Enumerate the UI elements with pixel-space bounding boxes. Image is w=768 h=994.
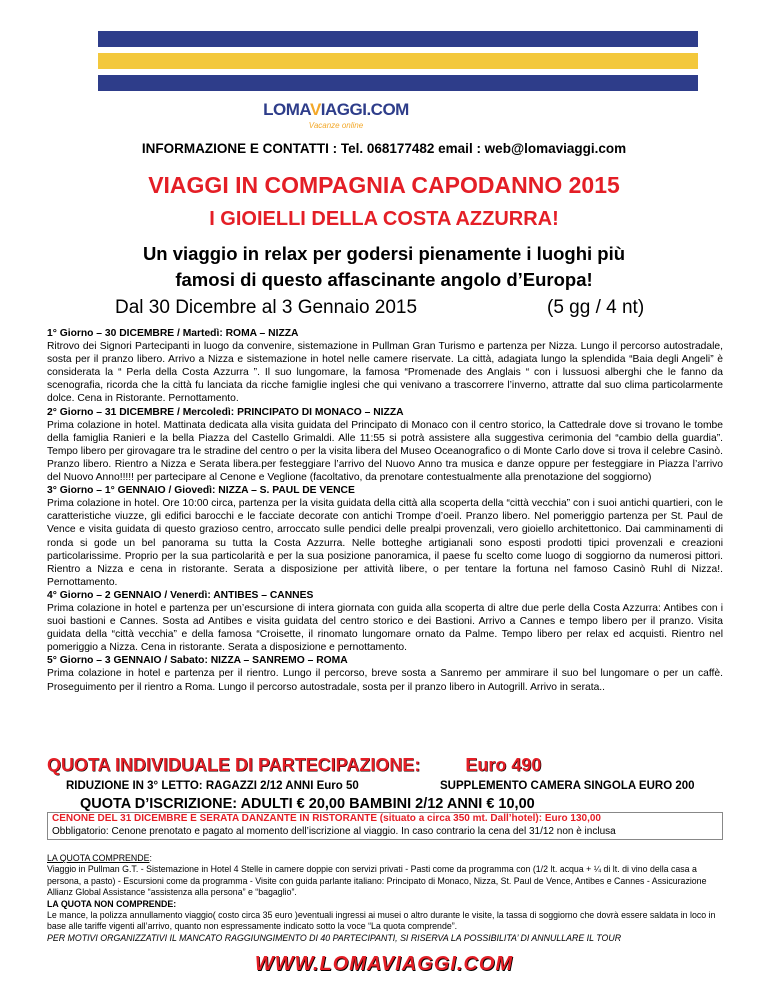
header-bars xyxy=(98,31,698,97)
yellow-bar xyxy=(98,53,698,69)
blue-bar xyxy=(98,31,698,47)
supplemento: SUPPLEMENTO CAMERA SINGOLA EURO 200 xyxy=(440,780,695,792)
day-text: Prima colazione in hotel e partenza per un’escursione di intera giornata con guida alla scoperta di altre due perle della Costa Azzurra: Antibes con i suoi bastioni e Cannes. Sosta ad Antibes e visita guidata del centro storico e dei Bastioni. Arrivo a Cannes e tempo libero per il pranzo. Visita guidata della “città vecchia” e della famosa “Croisette, il rinomato lungomare ornato da Palme. Tempo libero per relax ed acquisti. Rientro nel pomeriggio a Nizza. Cena in ristorante. Serata a disposizione e pernottamento. xyxy=(47,602,723,654)
website-link[interactable]: WWW.LOMAVIAGGI.COM xyxy=(254,953,514,975)
quota-label: QUOTA INDIVIDUALE DI PARTECIPAZIONE: xyxy=(47,755,421,775)
comprende-text: Viaggio in Pullman G.T. - Sistemazione in Hotel 4 Stelle in camere doppie con servizi privati - Pasti come da programma con (1/2 lt. acqua + ¼ di lt. di vino della casa a persona, a pasto) - Escursioni come da programma - Visite con guida parlante italiano: Principato di Monaco, Nizza, St. Paul de Vence, Antibes e Cannes - Assicurazione Allianz Global Assistance “assistenza alla persona” e “bagaglio”. xyxy=(47,864,707,898)
itinerary xyxy=(47,327,723,694)
riduzione: RIDUZIONE IN 3° LETTO: RAGAZZI 2/12 ANNI Euro 50 xyxy=(66,780,359,792)
obbligatorio-text: Obbligatorio: Cenone prenotato e pagato al momento dell’iscrizione al viaggio. In caso contrario la cena del 31/12 non è inclusa xyxy=(52,826,616,837)
day-title: 2° Giorno – 31 DICEMBRE / Mercoledì: PRINCIPATO DI MONACO – NIZZA xyxy=(47,406,404,418)
day-title: 3° Giorno – 1° GENNAIO / Giovedì: NIZZA – S. PAUL DE VENCE xyxy=(47,485,355,497)
quota-price: Euro 490 xyxy=(465,755,542,775)
day-text: Prima colazione in hotel. Mattinata dedicata alla visita guidata del Principato di Monaco con il centro storico, la Cattedrale dove si trovano le tombe della famiglia Ranieri e la bella Piazza del Castello Grimaldi. Alle 11:55 si potrà assistere alla suggestiva cerimonia del “cambio della guardia”. Tempo libero per girovagare tra le stradine del centro o per la visita libera del Museo Oceanografico o di Monte Carlo dove si trova il celebre Casinò. Pranzo libero. Rientro a Nizza e Serata libera.per festeggiare l’arrivo del Nuovo Anno tra musica e danze oppure per festeggiare in Piazza l’arrivo del Nuovo Anno!!!!! per partecipare al Cenone e Veglione (facoltativo, da prenotare contestualmente alla prenotazione del soggiorno) xyxy=(47,419,723,484)
iscrizione: QUOTA D’ISCRIZIONE: ADULTI € 20,00 BAMBINI 2/12 ANNI € 10,00 xyxy=(80,796,535,812)
tagline: Un viaggio in relax per godersi pienamente i luoghi più famosi di questo affascinante angolo d’Europa! xyxy=(142,243,626,290)
page-subtitle: I GIOIELLI DELLA COSTA AZZURRA! xyxy=(209,208,559,230)
trip-duration: (5 gg / 4 nt) xyxy=(547,297,645,318)
comprende-title: LA QUOTA COMPRENDE xyxy=(47,853,150,863)
blue-bar xyxy=(98,75,698,91)
logo-name: LOMAVIAGGI.COM xyxy=(263,100,409,119)
day-title: 5° Giorno – 3 GENNAIO / Sabato: NIZZA – SANREMO – ROMA xyxy=(47,655,348,667)
non-comprende-text: Le mance, la polizza annullamento viaggio( costo circa 35 euro )eventuali ingressi ai musei o altro durante le visite, la tassa di soggiorno che dovrà essere saldata in loco in base alle tariffe vigenti all’arrivo, quanto non espressamente indicato sotto la voce “La quota comprende”. xyxy=(47,910,716,932)
cancellation-note: PER MOTIVI ORGANIZZATIVI IL MANCATO RAGGIUNGIMENTO DI 40 PARTECIPANTI, SI RISERVA LA POSSIBILITA’ DI ANNULLARE IL TOUR xyxy=(47,932,622,943)
day-text: Ritrovo dei Signori Partecipanti in luogo da convenire, sistemazione in Pullman Gran Turismo e partenza per Nizza. Lungo il percorso autostradale, sosta per il pranzo libero. Arrivo a Nizza e sistemazione in hotel nelle camere riservate. La città, adagiata lungo la splendida “Baia degli Angeli” è considerata la “ Perla della Costa Azzurra ”. Il suo lungomare, la famosa “Promenade des Anglais “ con i lussuosi alberghi che le fanno da scenografia, ricorda che la città fu lanciata da ricche famiglie inglesi che qui venivano a trascorrere l’inverno, attratte dal suo clima particolarmente dolce. Cena in Ristorante. Pernottamento. xyxy=(47,341,723,405)
logo-tagline: Vacanze online xyxy=(308,121,364,130)
logo xyxy=(258,100,414,146)
trip-dates: Dal 30 Dicembre al 3 Gennaio 2015 xyxy=(115,297,418,318)
quota-heading xyxy=(47,755,747,776)
day-text: Prima colazione in hotel. Ore 10:00 circa, partenza per la visita guidata della città alla scoperta della “città vecchia” con i suoi antichi quartieri, con le caratteristiche viuzze, gli edifici barocchi e le facciate decorate con antichi Trompe d’oeil. Pranzo libero. Nel pomeriggio partenza per St. Paul de Vence e visita guidata di questo grazioso centro, arroccato sulle pendici delle prealpi provenzali, vero gioiello architettonico. Dai camminamenti di ronda si gode un bel panorama su tutta la Costa Azzurra. Nelle botteghe artigianali sono esposti prodotti tipici provenzali e creazioni particolarissime. Proprio per la sua particolarità e per la sua posizione panoramica, il paese fu scelto come luogo di soggiorno da numerosi pittori. Rientro a Nizza e cena in ristorante. Serata a disposizione per attività libere, o per tentare la fortuna nel famoso Casinò Ruhl di Nizza!. Pernottamento. xyxy=(47,498,723,588)
contact-line: INFORMAZIONE E CONTATTI : Tel. 068177482 email : web@lomaviaggi.com xyxy=(141,141,627,156)
day-text: Prima colazione in hotel e partenza per il rientro. Lungo il percorso, breve sosta a Sanremo per ammirare il suo bel lungomare o per un caffè. Proseguimento per il rientro a Roma. Lungo il percorso autostradale, sosta per il pranzo libero in Autogrill. Arrivo in serata.. xyxy=(47,668,723,693)
day-title: 1° Giorno – 30 DICEMBRE / Martedì: ROMA – NIZZA xyxy=(47,328,299,339)
day-title: 4° Giorno – 2 GENNAIO / Venerdì: ANTIBES – CANNES xyxy=(47,589,314,601)
page-title: VIAGGI IN COMPAGNIA CAPODANNO 2015 xyxy=(148,172,620,198)
conditions: LA QUOTA COMPRENDE: Viaggio in Pullman G.T. - Sistemazione in Hotel 4 Stelle in camere doppie con servizi privati - Pasti come da programma con (1/2 lt. acqua + ¼ di lt. di vino della casa a persona, a pasto) - Escursioni come da programma - Visite con guida parlante italiano: Principato di Monaco, Nizza, St. Paul de Vence, Antibes e Cannes - Assicurazione Allianz Global Assistance “assistenza alla persona” e “bagaglio”. LA QUOTA NON COMPRENDE: Le mance, la polizza annullamento viaggio( costo circa 35 euro )eventuali ingressi ai musei o altro durante le visite, la tassa di soggiorno che dovrà essere saldata in loco in base alle tariffe vigenti all’arrivo, quanto non espressamente indicato sotto la voce “La quota comprende”. PER MOTIVI ORGANIZZATIVI IL MANCATO RAGGIUNGIMENTO DI 40 PARTECIPANTI, SI RISERVA LA POSSIBILITA’ DI ANNULLARE IL TOUR xyxy=(47,853,723,944)
cenone-text: CENONE DEL 31 DICEMBRE E SERATA DANZANTE IN RISTORANTE (situato a circa 350 mt. Dall’hotel): Euro 130,00 xyxy=(52,813,601,824)
non-comprende-title: LA QUOTA NON COMPRENDE: xyxy=(47,898,177,909)
